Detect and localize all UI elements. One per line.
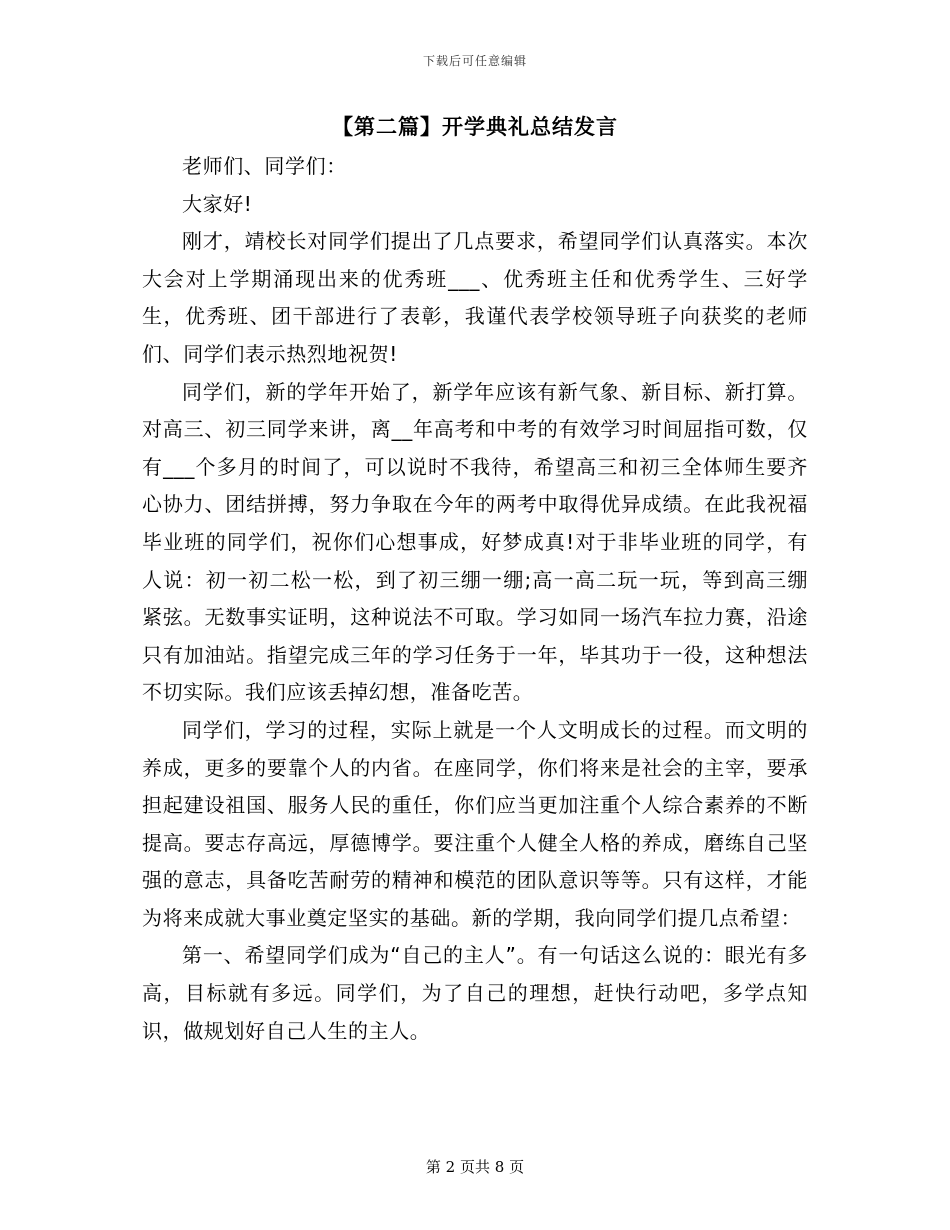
paragraph-growth: 同学们，学习的过程，实际上就是一个人文明成长的过程。而文明的养成，更多的要靠个人的内省。在座同学，你们将来是社会的主宰，要承担起建设祖国、服务人民的重任，你们应当更加注重个人综合素养的不断提高。要志存高远，厚德博学。要注重个人健全人格的养成，磨练自己坚强的意志，具备吃苦耐劳的精神和模范的团队意识等等。只有这样，才能为将来成就大事业奠定坚实的基础。新的学期，我向同学们提几点希望： (142, 717, 808, 930)
paragraph-commendation: 刚才，靖校长对同学们提出了几点要求，希望同学们认真落实。本次大会对上学期涌现出来的优秀班___、优秀班主任和优秀学生、三好学生，优秀班、团干部进行了表彰，我谨代表学校领导班子向获奖的老师们、同学们表示热烈地祝贺! (142, 229, 808, 366)
paragraph-new-year: 同学们，新的学年开始了，新学年应该有新气象、新目标、新打算。对高三、初三同学来讲，离__年高考和中考的有效学习时间屈指可数，仅有___个多月的时间了，可以说时不我待，希望高三和初三全体师生要齐心协力、团结拼搏，努力争取在今年的两考中取得优异成绩。在此我祝福毕业班的同学们，祝你们心想事成，好梦成真!对于非毕业班的同学，有人说：初一初二松一松，到了初三绷一绷;高一高二玩一玩，等到高三绷紧弦。无数事实证明，这种说法不可取。学习如同一场汽车拉力赛，沿途只有加油站。指望完成三年的学习任务于一年，毕其功于一役，这种想法不切实际。我们应该丢掉幻想，准备吃苦。 (142, 379, 808, 705)
paragraph-salutation: 老师们、同学们： (182, 154, 347, 178)
paragraph-greeting: 大家好! (182, 191, 253, 216)
document-title: 【第二篇】开学典礼总结发言 (332, 115, 618, 139)
document-body (142, 148, 808, 1050)
header-note: 下载后可任意编辑 (422, 54, 527, 68)
page-number: 第 2 页共 8 页 (425, 1158, 525, 1176)
paragraph-hope-one: 第一、希望同学们成为“自己的主人”。有一句话这么说的：眼光有多高，目标就有多远。同学们，为了自己的理想，赶快行动吧，多学点知识，做规划好自己人生的主人。 (142, 943, 808, 1043)
